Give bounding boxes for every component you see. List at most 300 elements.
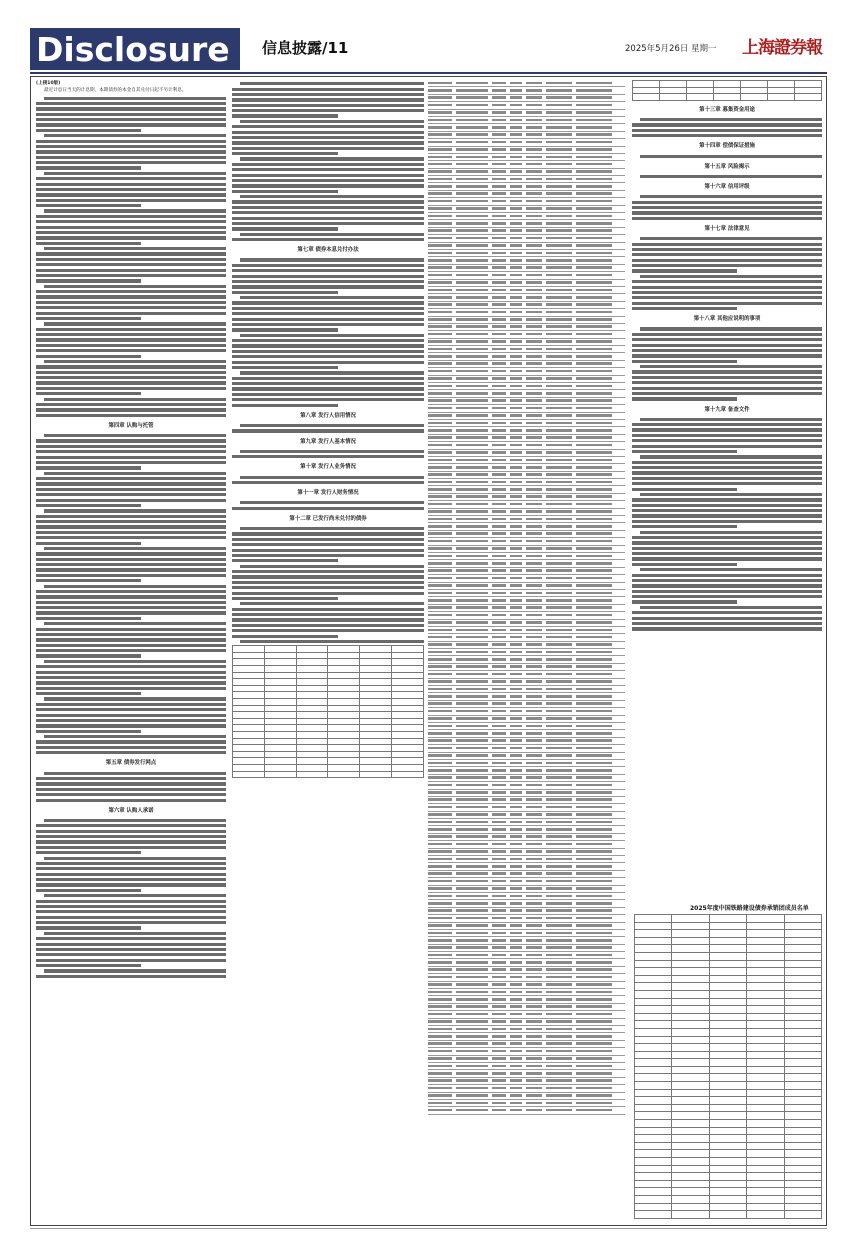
table-cell <box>428 163 452 166</box>
table-cell <box>546 318 572 321</box>
table-cell <box>747 915 784 923</box>
table-cell <box>526 119 542 122</box>
table-cell <box>526 828 542 831</box>
table-row <box>428 1026 625 1033</box>
text-line <box>36 252 226 255</box>
table-cell <box>492 89 506 92</box>
table-cell <box>709 1211 746 1219</box>
table-row <box>428 228 625 235</box>
table-cell <box>456 968 488 971</box>
table-cell <box>492 555 506 558</box>
text-line <box>232 152 338 155</box>
table-cell <box>233 718 265 725</box>
table-cell <box>510 895 522 898</box>
table-cell <box>510 385 522 388</box>
table-cell <box>576 392 612 395</box>
table-row <box>428 790 625 797</box>
table-cell <box>428 503 452 506</box>
table-cell <box>576 747 612 750</box>
table-cell <box>576 325 612 328</box>
table-row <box>635 1036 822 1044</box>
table-cell <box>456 769 488 772</box>
table-cell <box>510 289 522 292</box>
table-cell <box>526 695 542 698</box>
table-cell <box>428 96 452 99</box>
table-cell <box>526 274 542 277</box>
table-cell <box>526 207 542 210</box>
table-cell <box>428 148 452 151</box>
table-row <box>233 666 424 673</box>
table-cell <box>492 747 506 750</box>
table-cell <box>510 281 522 284</box>
table-cell <box>456 488 488 491</box>
table-cell <box>576 998 612 1001</box>
table-row <box>428 1085 625 1092</box>
table-cell <box>510 222 522 225</box>
text-line <box>36 740 226 743</box>
table-cell <box>456 1087 488 1090</box>
table-cell <box>492 407 506 410</box>
table-cell <box>492 798 506 801</box>
text-line <box>632 211 822 214</box>
table-cell <box>428 702 452 705</box>
table-cell <box>747 937 784 945</box>
text-line <box>36 542 141 545</box>
table-cell <box>526 399 542 402</box>
table-cell <box>546 451 572 454</box>
table-cell <box>672 1051 709 1059</box>
table-cell <box>672 1127 709 1135</box>
table-cell <box>392 699 424 706</box>
table-row <box>428 656 625 663</box>
table-cell <box>510 614 522 617</box>
table-cell <box>635 1013 672 1021</box>
table-row <box>233 672 424 679</box>
table-cell <box>456 222 488 225</box>
table-cell <box>510 887 522 890</box>
table-cell <box>526 377 542 380</box>
table-row <box>635 1013 822 1021</box>
table-cell <box>526 163 542 166</box>
text-line <box>632 338 822 341</box>
table-cell <box>576 850 612 853</box>
table-cell <box>233 751 265 758</box>
table-cell <box>264 745 296 752</box>
table-cell <box>526 244 542 247</box>
table-cell <box>456 939 488 942</box>
chapter-heading: 第十八章 其他应说明的事项 <box>693 316 761 323</box>
text-line <box>632 381 822 384</box>
table-cell <box>576 1079 612 1082</box>
text-line <box>232 163 424 166</box>
table-cell <box>526 141 542 144</box>
table-row <box>428 442 625 449</box>
text-line <box>44 735 226 738</box>
table-cell <box>576 111 612 114</box>
table-cell <box>428 584 452 587</box>
table-cell <box>360 712 392 719</box>
table-cell <box>672 1120 709 1128</box>
table-cell <box>546 200 572 203</box>
text-line <box>36 204 141 207</box>
table-cell <box>492 303 506 306</box>
table-cell <box>456 954 488 957</box>
table-cell <box>510 407 522 410</box>
table-cell <box>456 503 488 506</box>
text-line <box>232 301 424 304</box>
text-line <box>36 312 226 315</box>
table-cell <box>576 843 612 846</box>
table-cell <box>510 791 522 794</box>
table-cell <box>296 751 328 758</box>
table-cell <box>672 1074 709 1082</box>
table-cell <box>672 1036 709 1044</box>
table-cell <box>428 739 452 742</box>
text-line <box>232 361 424 364</box>
text-line <box>640 327 822 330</box>
table-cell <box>546 259 572 262</box>
table-cell <box>492 680 506 683</box>
table-cell <box>546 791 572 794</box>
table-cell <box>635 945 672 953</box>
text-line <box>632 264 822 267</box>
table-cell <box>456 821 488 824</box>
table-cell <box>526 569 542 572</box>
bond-table-top-right <box>632 80 822 101</box>
table-cell <box>526 1087 542 1090</box>
table-cell <box>546 762 572 765</box>
text-line <box>36 349 226 352</box>
table-row <box>428 1063 625 1070</box>
table-cell <box>510 399 522 402</box>
table-cell <box>546 170 572 173</box>
text-line <box>632 627 822 630</box>
table-cell <box>546 192 572 195</box>
table-cell <box>428 629 452 632</box>
table-cell <box>428 813 452 816</box>
table-cell <box>546 754 572 757</box>
table-cell <box>392 764 424 771</box>
table-cell <box>546 311 572 314</box>
table-cell <box>546 141 572 144</box>
text-line <box>36 606 226 609</box>
table-row <box>428 701 625 708</box>
text-line <box>232 184 424 187</box>
table-row <box>428 923 625 930</box>
table-cell <box>428 207 452 210</box>
table-cell <box>492 813 506 816</box>
table-cell <box>428 858 452 861</box>
table-cell <box>456 547 488 550</box>
text-line <box>240 640 424 643</box>
table-cell <box>546 274 572 277</box>
table-row <box>233 732 424 739</box>
table-cell <box>492 422 506 425</box>
text-line <box>632 370 822 373</box>
text-line <box>44 322 226 325</box>
table-cell <box>392 692 424 699</box>
table-cell <box>428 222 452 225</box>
table-cell <box>492 909 506 912</box>
table-cell <box>635 960 672 968</box>
table-cell <box>510 710 522 713</box>
text-line <box>640 175 822 178</box>
text-line <box>632 376 822 379</box>
table-cell <box>784 1180 821 1188</box>
table-row <box>428 486 625 493</box>
table-row <box>233 725 424 732</box>
table-cell <box>526 991 542 994</box>
table-cell <box>428 747 452 750</box>
table-cell <box>526 584 542 587</box>
table-cell <box>672 1059 709 1067</box>
header-rule <box>30 72 827 74</box>
table-cell <box>546 133 572 136</box>
table-cell <box>576 229 612 232</box>
table-cell <box>492 828 506 831</box>
table-cell <box>428 547 452 550</box>
table-cell <box>492 895 506 898</box>
table-cell <box>492 954 506 957</box>
table-cell <box>510 488 522 491</box>
text-line <box>232 291 338 294</box>
table-cell <box>784 1104 821 1112</box>
table-cell <box>428 1109 452 1112</box>
table-cell <box>709 1089 746 1097</box>
table-row <box>233 699 424 706</box>
table-cell <box>360 764 392 771</box>
table-cell <box>428 318 452 321</box>
text-line <box>632 461 822 464</box>
table-cell <box>492 200 506 203</box>
text-line <box>36 714 226 717</box>
table-cell <box>546 215 572 218</box>
table-cell <box>492 939 506 942</box>
table-cell <box>747 1066 784 1074</box>
table-cell <box>672 990 709 998</box>
table-cell <box>492 296 506 299</box>
text-line <box>44 585 226 588</box>
table-cell <box>456 835 488 838</box>
table-cell <box>576 311 612 314</box>
table-cell <box>428 798 452 801</box>
text-line <box>232 398 424 401</box>
table-cell <box>456 739 488 742</box>
text-line <box>232 455 424 458</box>
table-cell <box>576 82 612 85</box>
table-row <box>233 679 424 686</box>
table-cell <box>428 1050 452 1053</box>
table-cell <box>492 732 506 735</box>
table-cell <box>492 259 506 262</box>
table-cell <box>392 646 424 653</box>
table-cell <box>264 738 296 745</box>
text-column-2 <box>232 80 424 1220</box>
text-line <box>36 295 226 298</box>
table-cell <box>456 274 488 277</box>
text-line <box>36 183 226 186</box>
table-row <box>428 405 625 412</box>
table-cell <box>492 754 506 757</box>
table-row <box>635 1188 822 1196</box>
table-row <box>428 834 625 841</box>
table-cell <box>526 385 542 388</box>
table-cell <box>709 1051 746 1059</box>
table-row <box>428 982 625 989</box>
table-cell <box>233 692 265 699</box>
table-cell <box>576 348 612 351</box>
table-cell <box>492 872 506 875</box>
table-cell <box>456 806 488 809</box>
table-cell <box>492 1057 506 1060</box>
table-cell <box>526 821 542 824</box>
text-line <box>36 493 226 496</box>
text-line <box>232 613 424 616</box>
text-line <box>36 279 141 282</box>
table-cell <box>526 192 542 195</box>
text-line <box>232 136 424 139</box>
table-cell <box>546 968 572 971</box>
text-line <box>36 751 226 754</box>
table-row <box>428 361 625 368</box>
table-cell <box>576 340 612 343</box>
table-cell <box>510 459 522 462</box>
text-line <box>36 177 226 180</box>
table-cell <box>510 370 522 373</box>
text-line <box>640 118 822 121</box>
table-cell <box>576 296 612 299</box>
table-cell <box>492 532 506 535</box>
table-cell <box>546 665 572 668</box>
table-cell <box>526 459 542 462</box>
text-line <box>44 697 226 700</box>
table-cell <box>456 119 488 122</box>
table-cell <box>492 688 506 691</box>
table-cell <box>492 473 506 476</box>
table-cell <box>576 333 612 336</box>
table-cell <box>456 577 488 580</box>
table-cell <box>510 865 522 868</box>
table-cell <box>635 922 672 930</box>
table-cell <box>709 1104 746 1112</box>
text-line <box>632 622 822 625</box>
table-cell <box>360 732 392 739</box>
text-line <box>44 472 226 475</box>
table-cell <box>428 909 452 912</box>
text-line <box>632 428 822 431</box>
table-cell <box>328 738 360 745</box>
text-line <box>36 525 226 528</box>
table-cell <box>492 562 506 565</box>
table-row <box>428 472 625 479</box>
table-cell <box>328 732 360 739</box>
table-cell <box>546 281 572 284</box>
text-line <box>36 563 226 566</box>
text-line <box>36 123 226 126</box>
table-cell <box>576 1072 612 1075</box>
table-cell <box>576 119 612 122</box>
table-cell <box>392 666 424 673</box>
table-cell <box>526 1057 542 1060</box>
table-cell <box>328 751 360 758</box>
text-line <box>36 193 226 196</box>
table-cell <box>784 1188 821 1196</box>
table-cell <box>510 1065 522 1068</box>
table-cell <box>492 1109 506 1112</box>
table-cell <box>546 651 572 654</box>
table-row <box>428 959 625 966</box>
table-row <box>428 1048 625 1055</box>
table-cell <box>546 333 572 336</box>
table-cell <box>392 652 424 659</box>
table-cell <box>510 207 522 210</box>
text-line <box>632 525 737 528</box>
table-row <box>635 1021 822 1029</box>
table-cell <box>747 1112 784 1120</box>
text-line <box>36 840 226 843</box>
table-cell <box>428 643 452 646</box>
table-cell <box>428 473 452 476</box>
text-line <box>632 557 822 560</box>
table-cell <box>546 998 572 1001</box>
text-line <box>36 788 226 791</box>
table-cell <box>510 422 522 425</box>
table-row <box>428 1041 625 1048</box>
table-cell <box>428 976 452 979</box>
table-cell <box>546 1065 572 1068</box>
table-cell <box>747 1074 784 1082</box>
table-cell <box>510 126 522 129</box>
table-cell <box>709 1036 746 1044</box>
table-cell <box>428 991 452 994</box>
table-cell <box>456 991 488 994</box>
table-row <box>428 605 625 612</box>
table-cell <box>576 983 612 986</box>
table-row <box>428 235 625 242</box>
table-row <box>428 169 625 176</box>
text-line <box>232 104 424 107</box>
table-cell <box>526 340 542 343</box>
text-line <box>36 595 226 598</box>
table-cell <box>526 1102 542 1105</box>
issue-date: 2025年5月26日 星期一 <box>625 44 717 54</box>
text-line <box>36 777 226 780</box>
table-cell <box>546 466 572 469</box>
table-cell <box>510 835 522 838</box>
table-cell <box>456 215 488 218</box>
table-cell <box>456 665 488 668</box>
table-cell <box>709 983 746 991</box>
table-cell <box>546 126 572 129</box>
table-cell <box>510 946 522 949</box>
table-cell <box>526 658 542 661</box>
table-cell <box>510 1109 522 1112</box>
table-row <box>428 154 625 161</box>
table-cell <box>784 1203 821 1211</box>
text-line <box>632 360 737 363</box>
table-cell <box>546 939 572 942</box>
table-row <box>428 420 625 427</box>
text-line <box>632 397 737 400</box>
table-row <box>428 937 625 944</box>
table-row <box>428 996 625 1003</box>
table-row <box>428 538 625 545</box>
table-cell <box>635 1082 672 1090</box>
table-cell <box>428 902 452 905</box>
table-cell <box>576 444 612 447</box>
table-cell <box>526 156 542 159</box>
table-cell <box>492 362 506 365</box>
